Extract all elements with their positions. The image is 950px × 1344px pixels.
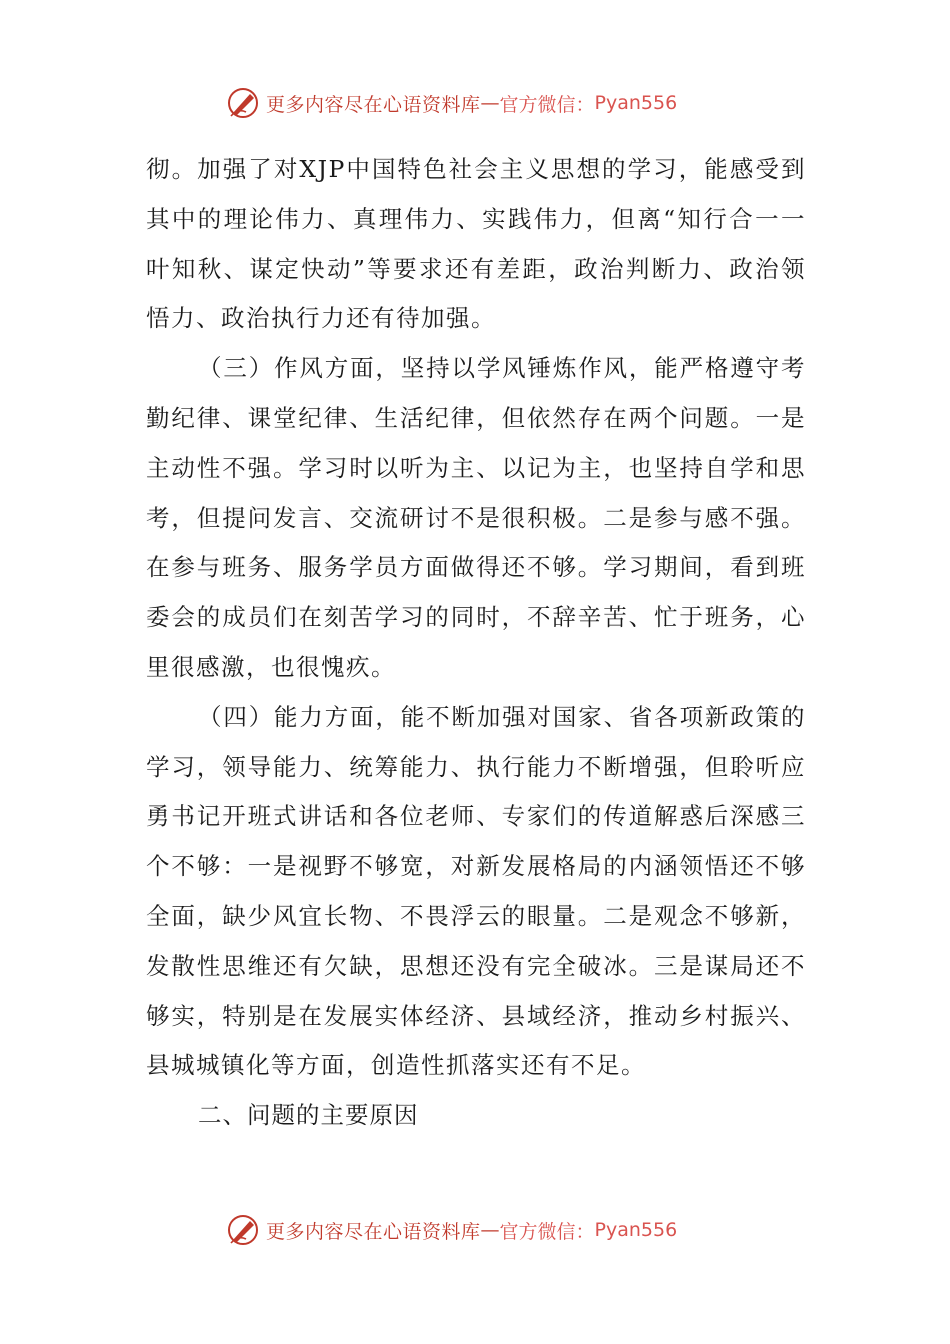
paragraph-work-style: （三）作风方面，坚持以学风锤炼作风，能严格遵守考勤纪律、课堂纪律、生活纪律，但依然存在两个问题。一是主动性不强。学习时以听为主、以记为主，也坚持自学和思考，但提问发言、交流研讨不是很积极。二是参与感不强。在参与班务、服务学员方面做得还不够。学习期间，看到班委会的成员们在刻苦学习的同时，不辞辛苦、忙于班务，心里很感激，也很愧疚。 xyxy=(146,354,806,681)
watermark-brand: 更多内容尽在心语资料库 xyxy=(266,93,481,116)
header-watermark xyxy=(226,86,746,120)
watermark-separator: — xyxy=(480,1219,500,1241)
pen-logo-icon xyxy=(226,86,260,120)
section-heading: 二、问题的主要原因 xyxy=(198,1101,419,1130)
watermark-wechat-id: Pyan556 xyxy=(594,1219,678,1241)
watermark-wechat-label: 官方微信： xyxy=(499,93,595,116)
watermark-wechat-id: Pyan556 xyxy=(594,92,678,114)
watermark-separator: — xyxy=(480,92,500,114)
watermark-brand: 更多内容尽在心语资料库 xyxy=(266,1220,481,1243)
paragraph-continuation: 彻。加强了对XJP中国特色社会主义思想的学习，能感受到其中的理论伟力、真理伟力、实践伟力，但离“知行合一一叶知秋、谋定快动”等要求还有差距，政治判断力、政治领悟力、政治执行力还有待加强。 xyxy=(146,155,806,333)
watermark-wechat-label: 官方微信： xyxy=(499,1220,595,1243)
document-body xyxy=(146,145,806,1141)
pen-logo-icon xyxy=(226,1213,260,1247)
paragraph-ability: （四）能力方面，能不断加强对国家、省各项新政策的学习，领导能力、统筹能力、执行能力不断增强，但聆听应勇书记开班式讲话和各位老师、专家们的传道解惑后深感三个不够：一是视野不够宽，对新发展格局的内涵领悟还不够全面，缺少风宜长物、不畏浮云的眼量。二是观念不够新，发散性思维还有欠缺，思想还没有完全破冰。三是谋局还不够实，特别是在发展实体经济、县域经济，推动乡村振兴、县城城镇化等方面，创造性抓落实还有不足。 xyxy=(146,702,806,1080)
footer-watermark xyxy=(226,1213,746,1247)
